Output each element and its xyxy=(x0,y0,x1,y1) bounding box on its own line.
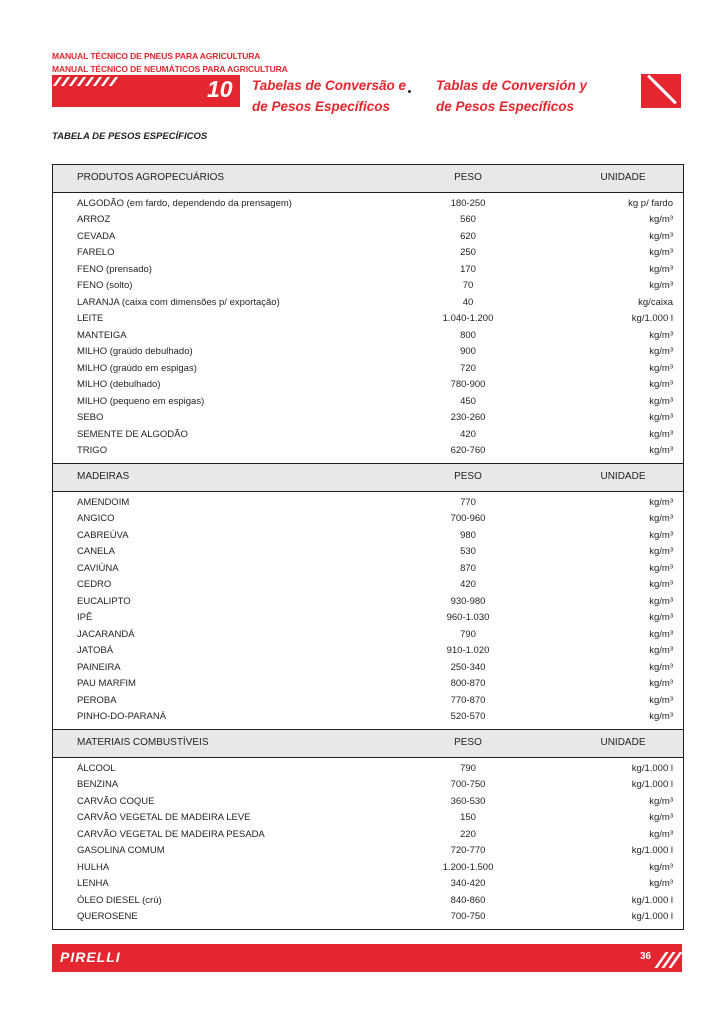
weight-cell: 180-250 xyxy=(450,197,486,209)
product-name-cell: IPÊ xyxy=(77,612,93,623)
unit-cell: kg/m³ xyxy=(649,513,673,524)
table-row xyxy=(53,246,683,263)
weight-cell: 620-760 xyxy=(450,445,486,456)
table-row xyxy=(53,578,683,595)
weight-cell: 150 xyxy=(460,812,476,823)
weight-cell: 960-1.030 xyxy=(446,612,490,623)
weight-cell: 800 xyxy=(460,329,476,341)
table-row xyxy=(53,279,683,296)
specific-weights-table xyxy=(52,164,684,930)
table-row xyxy=(53,627,683,644)
product-name-cell: MANTEIGA xyxy=(77,329,127,341)
table-row xyxy=(53,213,683,230)
unit-cell: kg/m³ xyxy=(649,230,673,242)
unit-cell: kg/m³ xyxy=(649,546,673,557)
product-name-cell: PAINEIRA xyxy=(77,661,121,673)
weight-cell: 340-420 xyxy=(450,878,486,889)
unit-cell: kg/m³ xyxy=(649,694,673,706)
unit-cell: kg/m³ xyxy=(649,828,673,840)
table-row xyxy=(53,844,683,861)
product-name-cell: HULHA xyxy=(77,861,110,873)
product-name-cell: FENO (prensado) xyxy=(77,263,152,275)
table-row xyxy=(53,860,683,877)
unit-cell: kg/m³ xyxy=(649,247,673,258)
unit-cell: kg/m³ xyxy=(649,379,673,390)
table-row xyxy=(53,427,683,444)
table-row xyxy=(53,444,683,461)
product-name-cell: SEMENTE DE ALGODÃO xyxy=(77,428,188,440)
product-name-cell: FENO (solto) xyxy=(77,280,133,291)
weight-cell: 620 xyxy=(460,230,476,242)
product-name-cell: LEITE xyxy=(77,313,104,324)
table-row xyxy=(53,328,683,345)
weight-cell: 1.040-1.200 xyxy=(442,313,494,324)
unit-cell: kg/m³ xyxy=(649,795,673,807)
pirelli-logo: PIRELLI xyxy=(60,949,121,965)
table-row xyxy=(53,611,683,628)
unit-cell: kg/1.000 l xyxy=(631,845,673,856)
product-name-cell: TRIGO xyxy=(77,445,108,456)
weight-cell: 840-860 xyxy=(450,894,486,906)
weight-cell: 700-750 xyxy=(450,911,486,922)
product-name-cell: GASOLINA COMUM xyxy=(77,845,165,856)
weight-cell: 700-960 xyxy=(450,513,486,524)
column-header-product: MADEIRAS xyxy=(77,471,130,482)
table-row xyxy=(53,229,683,246)
unit-cell: kg/m³ xyxy=(649,711,673,722)
product-name-cell: CARVÃO VEGETAL DE MADEIRA PESADA xyxy=(77,828,265,840)
column-header-unit: UNIDADE xyxy=(600,471,646,482)
unit-cell: kg/m³ xyxy=(649,346,673,357)
chapter-title-pt: Tabelas de Conversão e de Pesos Específicos xyxy=(252,78,407,114)
unit-cell: kg/m³ xyxy=(649,263,673,275)
product-name-cell: FARELO xyxy=(77,247,115,258)
unit-cell: kg/m³ xyxy=(649,496,673,508)
product-name-cell: MILHO (debulhado) xyxy=(77,379,161,390)
unit-cell: kg/m³ xyxy=(649,362,673,374)
table-row xyxy=(53,361,683,378)
unit-cell: kg/m³ xyxy=(649,878,673,889)
unit-cell: kg/m³ xyxy=(649,645,673,656)
unit-cell: kg/m³ xyxy=(649,612,673,623)
product-name-cell: JACARANDÁ xyxy=(77,628,135,640)
unit-cell: kg/1.000 l xyxy=(631,313,673,324)
unit-cell: kg/1.000 l xyxy=(631,762,673,774)
product-name-cell: CARVÃO VEGETAL DE MADEIRA LEVE xyxy=(77,812,251,823)
weight-cell: 360-530 xyxy=(450,795,486,807)
unit-cell: kg/m³ xyxy=(649,579,673,590)
weight-cell: 520-570 xyxy=(450,711,486,722)
unit-cell: kg p/ fardo xyxy=(628,197,673,209)
page-number: 36 xyxy=(640,951,652,962)
product-name-cell: LARANJA (caixa com dimensões p/ exportação) xyxy=(77,296,280,308)
weight-cell: 720 xyxy=(460,362,476,374)
table-row xyxy=(53,561,683,578)
weight-cell: 770-870 xyxy=(450,694,486,706)
weight-cell: 900 xyxy=(460,346,476,357)
unit-cell: kg/m³ xyxy=(649,861,673,873)
unit-cell: kg/1.000 l xyxy=(631,911,673,922)
product-name-cell: MILHO (pequeno em espigas) xyxy=(77,395,205,407)
weight-cell: 790 xyxy=(460,762,476,774)
table-row xyxy=(53,893,683,910)
product-name-cell: JATOBÁ xyxy=(77,645,114,656)
unit-cell: kg/1.000 l xyxy=(631,779,673,790)
table-row xyxy=(53,811,683,828)
table-row xyxy=(53,196,683,213)
table-row xyxy=(53,295,683,312)
weight-cell: 170 xyxy=(460,263,476,275)
manual-title-es: MANUAL TÉCNICO DE NEUMÁTICOS PARA AGRICULTURA xyxy=(52,64,288,74)
product-name-cell: CEDRO xyxy=(77,579,112,590)
table-row xyxy=(53,394,683,411)
weight-cell: 980 xyxy=(460,529,476,541)
product-name-cell: MILHO (graúdo debulhado) xyxy=(77,346,193,357)
column-header-product: PRODUTOS AGROPECUÁRIOS xyxy=(77,172,225,183)
product-name-cell: CEVADA xyxy=(77,230,116,242)
table-row xyxy=(53,693,683,710)
table-row xyxy=(53,345,683,362)
unit-cell: kg/m³ xyxy=(649,214,673,225)
corner-stripes-badge xyxy=(641,74,681,108)
title-separator-dot xyxy=(408,90,411,93)
weight-cell: 70 xyxy=(462,280,474,291)
table-row xyxy=(53,528,683,545)
unit-cell: kg/m³ xyxy=(649,412,673,423)
table-group-header xyxy=(53,164,683,193)
table-group-header xyxy=(53,463,683,492)
column-header-unit: UNIDADE xyxy=(600,737,646,748)
table-row xyxy=(53,910,683,927)
weight-cell: 930-980 xyxy=(450,595,486,607)
table-row xyxy=(53,827,683,844)
unit-cell: kg/m³ xyxy=(649,395,673,407)
unit-cell: kg/m³ xyxy=(649,678,673,689)
table-row xyxy=(53,660,683,677)
product-name-cell: CABREÚVA xyxy=(77,529,129,541)
product-name-cell: CARVÃO COQUE xyxy=(77,795,155,807)
product-name-cell: AMENDOIM xyxy=(77,496,130,508)
chapter-number: 10 xyxy=(207,76,233,102)
weight-cell: 1.200-1.500 xyxy=(442,861,494,873)
column-header-weight: PESO xyxy=(454,737,482,748)
product-name-cell: EUCALIPTO xyxy=(77,595,131,607)
unit-cell: kg/m³ xyxy=(649,445,673,456)
column-header-weight: PESO xyxy=(454,172,482,183)
unit-cell: kg/m³ xyxy=(649,562,673,574)
column-header-weight: PESO xyxy=(454,471,482,482)
unit-cell: kg/m³ xyxy=(649,812,673,823)
weight-cell: 40 xyxy=(462,296,474,308)
product-name-cell: QUEROSENE xyxy=(77,911,138,922)
weight-cell: 700-750 xyxy=(450,779,486,790)
product-name-cell: MILHO (graúdo em espigas) xyxy=(77,362,197,374)
product-name-cell: SEBO xyxy=(77,412,104,423)
product-name-cell: CAVIÚNA xyxy=(77,562,119,574)
unit-cell: kg/m³ xyxy=(649,595,673,607)
unit-cell: kg/m³ xyxy=(649,529,673,541)
column-header-product: MATERIAIS COMBUSTÍVEIS xyxy=(77,737,209,748)
footer-bar xyxy=(52,944,682,972)
weight-cell: 910-1.020 xyxy=(446,645,490,656)
section-title: TABELA DE PESOS ESPECÍFICOS xyxy=(52,131,208,142)
table-row xyxy=(53,495,683,512)
table-row xyxy=(53,545,683,562)
weight-cell: 800-870 xyxy=(450,678,486,689)
product-name-cell: PINHO-DO-PARANÁ xyxy=(77,711,167,722)
unit-cell: kg/m³ xyxy=(649,428,673,440)
table-group-header xyxy=(53,729,683,758)
weight-cell: 560 xyxy=(460,214,476,225)
manual-title-pt: MANUAL TÉCNICO DE PNEUS PARA AGRICULTURA xyxy=(52,51,261,61)
weight-cell: 790 xyxy=(460,628,476,640)
unit-cell: kg/m³ xyxy=(649,280,673,291)
table-row xyxy=(53,312,683,329)
table-row xyxy=(53,710,683,727)
table-row xyxy=(53,794,683,811)
product-name-cell: CANELA xyxy=(77,546,116,557)
product-name-cell: ÓLEO DIESEL (crú) xyxy=(77,894,162,906)
weight-cell: 230-260 xyxy=(450,412,486,423)
weight-cell: 770 xyxy=(460,496,476,508)
chapter-title-es: Tablas de Conversión y de Pesos Específicos xyxy=(436,78,588,114)
product-name-cell: ÁLCOOL xyxy=(77,762,116,774)
product-name-cell: LENHA xyxy=(77,878,109,889)
weight-cell: 250 xyxy=(460,247,476,258)
table-row xyxy=(53,512,683,529)
product-name-cell: ALGODÃO (em fardo, dependendo da prensagem) xyxy=(77,197,292,209)
table-row xyxy=(53,761,683,778)
column-header-unit: UNIDADE xyxy=(600,172,646,183)
product-name-cell: PAU MARFIM xyxy=(77,678,136,689)
product-name-cell: BENZINA xyxy=(77,779,119,790)
table-row xyxy=(53,778,683,795)
table-row xyxy=(53,644,683,661)
table-row xyxy=(53,877,683,894)
weight-cell: 420 xyxy=(460,579,476,590)
weight-cell: 420 xyxy=(460,428,476,440)
unit-cell: kg/caixa xyxy=(638,296,673,308)
unit-cell: kg/m³ xyxy=(649,628,673,640)
weight-cell: 220 xyxy=(460,828,476,840)
weight-cell: 720-770 xyxy=(450,845,486,856)
weight-cell: 530 xyxy=(460,546,476,557)
unit-cell: kg/m³ xyxy=(649,329,673,341)
unit-cell: kg/m³ xyxy=(649,661,673,673)
table-row xyxy=(53,411,683,428)
weight-cell: 450 xyxy=(460,395,476,407)
table-row xyxy=(53,262,683,279)
table-row xyxy=(53,378,683,395)
weight-cell: 780-900 xyxy=(450,379,486,390)
unit-cell: kg/1.000 l xyxy=(631,894,673,906)
product-name-cell: ARROZ xyxy=(77,214,111,225)
table-row xyxy=(53,677,683,694)
weight-cell: 250-340 xyxy=(450,661,486,673)
product-name-cell: PEROBA xyxy=(77,694,117,706)
table-row xyxy=(53,594,683,611)
weight-cell: 870 xyxy=(460,562,476,574)
product-name-cell: ANGICO xyxy=(77,513,115,524)
